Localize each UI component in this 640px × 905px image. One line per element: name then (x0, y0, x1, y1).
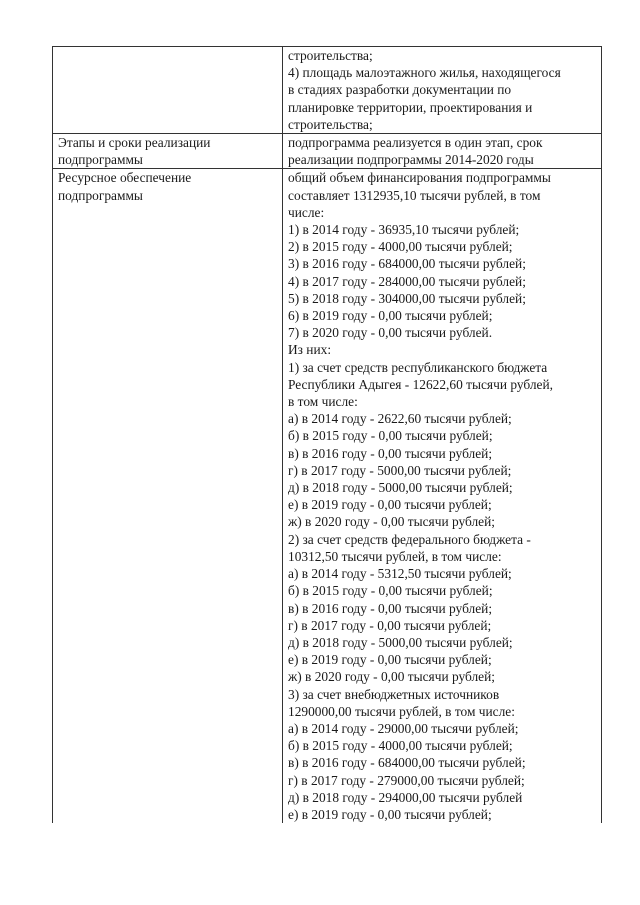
row-label-cell (53, 134, 283, 169)
label-line: Ресурсное обеспечение (58, 170, 192, 186)
text-line: 6) в 2019 году - 0,00 тысячи рублей; (288, 308, 493, 324)
text-line: е) в 2019 году - 0,00 тысячи рублей; (288, 652, 492, 668)
row-label-cell (53, 47, 283, 134)
text-line: а) в 2014 году - 29000,00 тысячи рублей; (288, 720, 519, 736)
text-line: ж) в 2020 году - 0,00 тысячи рублей; (288, 669, 495, 685)
program-passport-table (52, 46, 602, 823)
text-line: б) в 2015 году - 0,00 тысячи рублей; (288, 428, 493, 444)
text-line: е) в 2019 году - 0,00 тысячи рублей; (288, 497, 492, 513)
text-line: 2) в 2015 году - 4000,00 тысячи рублей; (288, 239, 513, 255)
text-line: Республики Адыгея - 12622,60 тысячи рублей, (288, 376, 553, 392)
text-line: 1) за счет средств республиканского бюджета (288, 359, 548, 375)
text-line: ж) в 2020 году - 0,00 тысячи рублей; (288, 514, 495, 530)
table-row-resource-support (53, 169, 602, 823)
label-line: подпрограммы (58, 187, 143, 203)
text-line: 1290000,00 тысячи рублей, в том числе: (288, 703, 515, 719)
text-line: в) в 2016 году - 0,00 тысячи рублей; (288, 600, 493, 616)
text-line: реализации подпрограммы 2014-2020 годы (288, 152, 534, 168)
row-value-cell (283, 47, 602, 134)
text-line: а) в 2014 году - 5312,50 тысячи рублей; (288, 566, 512, 582)
text-line: Из них: (288, 342, 332, 358)
text-line: 5) в 2018 году - 304000,00 тысячи рублей; (288, 290, 526, 306)
text-line: подпрограмма реализуется в один этап, срок (288, 135, 543, 151)
text-line: 4) в 2017 году - 284000,00 тысячи рублей; (288, 273, 526, 289)
row-value-cell (283, 169, 602, 823)
table-row-stages-and-terms (53, 134, 602, 169)
text-line: г) в 2017 году - 279000,00 тысячи рублей; (288, 772, 525, 788)
text-line: б) в 2015 году - 0,00 тысячи рублей; (288, 583, 493, 599)
label-line: подпрограммы (58, 152, 143, 168)
text-line: 7) в 2020 году - 0,00 тысячи рублей. (288, 325, 493, 341)
text-line: б) в 2015 году - 4000,00 тысячи рублей; (288, 738, 513, 754)
text-line: 3) в 2016 году - 684000,00 тысячи рублей; (288, 256, 526, 272)
text-line: д) в 2018 году - 294000,00 тысячи рублей (288, 789, 523, 805)
text-line: д) в 2018 году - 5000,00 тысячи рублей; (288, 634, 513, 650)
text-line: планировке территории, проектирования и (288, 99, 533, 115)
text-line: г) в 2017 году - 0,00 тысячи рублей; (288, 617, 492, 633)
text-line: д) в 2018 году - 5000,00 тысячи рублей; (288, 480, 513, 496)
label-line: Этапы и сроки реализации (58, 135, 211, 151)
text-line: числе: (288, 204, 325, 220)
text-line: в стадиях разработки документации по (288, 82, 512, 98)
text-line: а) в 2014 году - 2622,60 тысячи рублей; (288, 411, 512, 427)
text-line: 4) площадь малоэтажного жилья, находящегося (288, 65, 561, 81)
text-line: 10312,50 тысячи рублей, в том числе: (288, 548, 502, 564)
text-line: строительства; (288, 116, 373, 132)
text-line: составляет 1312935,10 тысячи рублей, в том (288, 187, 541, 203)
table-row-continuation (53, 47, 602, 134)
text-line: г) в 2017 году - 5000,00 тысячи рублей; (288, 462, 512, 478)
text-line: в том числе: (288, 394, 358, 410)
text-line: 1) в 2014 году - 36935,10 тысячи рублей; (288, 222, 520, 238)
text-line: общий объем финансирования подпрограммы (288, 170, 551, 186)
text-line: 2) за счет средств федерального бюджета - (288, 531, 531, 547)
text-line: в) в 2016 году - 684000,00 тысячи рублей; (288, 755, 526, 771)
text-line: 3) за счет внебюджетных источников (288, 686, 500, 702)
row-label-cell (53, 169, 283, 823)
row-value-cell (283, 134, 602, 169)
text-line: в) в 2016 году - 0,00 тысячи рублей; (288, 445, 493, 461)
text-line: строительства; (288, 48, 373, 63)
text-line: е) в 2019 году - 0,00 тысячи рублей; (288, 806, 492, 822)
